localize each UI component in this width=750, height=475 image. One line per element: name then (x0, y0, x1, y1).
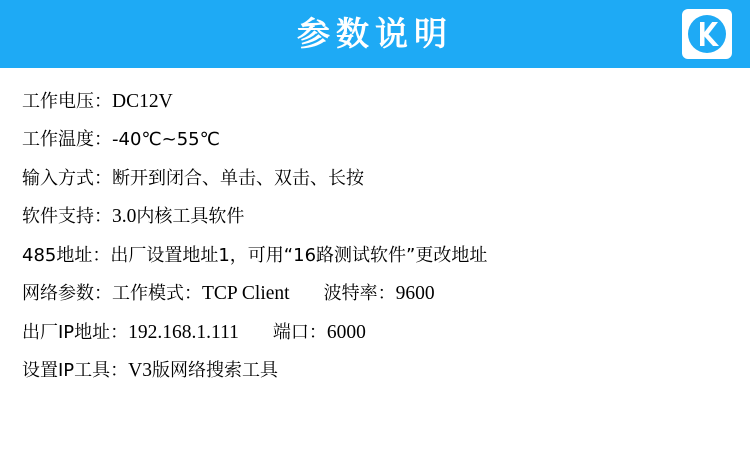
spec-value: 出厂设置地址1，可用“16路测试软件”更改地址 (110, 244, 488, 266)
spec-row (22, 198, 728, 237)
spec-row (22, 313, 728, 352)
spec-label: 输入方式： (22, 167, 112, 189)
page-title: 参数说明 (297, 14, 453, 53)
spec-row (22, 82, 728, 121)
spec-row (22, 159, 728, 198)
spec-label: 设置IP工具： (22, 360, 129, 381)
page-header (0, 0, 750, 68)
spec-value: 192.168.1.111 (128, 321, 239, 343)
spec-row (22, 236, 728, 275)
spec-row (22, 121, 728, 160)
spec-label: 软件支持： (22, 206, 112, 227)
spec-value: 断开到闭合、单击、双击、长按 (112, 167, 364, 189)
spec-value-suffix: 版网络搜索工具 (152, 360, 279, 381)
spec-row (22, 275, 728, 314)
spec-value-2: 9600 (395, 283, 435, 304)
spec-label: 485地址： (22, 244, 111, 266)
spec-value-suffix: 内核工具软件 (136, 206, 245, 227)
spec-value: TCP Client (202, 283, 290, 304)
spec-value-2: 6000 (326, 321, 366, 343)
spec-list (0, 68, 750, 390)
spec-row (22, 352, 728, 391)
spec-label: 网络参数： (22, 283, 112, 304)
spec-sublabel-2: 端口： (272, 321, 327, 343)
k-logo (682, 9, 732, 59)
spec-sublabel-2: 波特率： (323, 283, 396, 304)
spec-label: 工作电压： (22, 90, 112, 112)
spec-value: V3 (128, 360, 153, 381)
spec-value: DC12V (112, 90, 173, 112)
spec-label: 工作温度： (22, 129, 112, 150)
spec-value: -40℃~55℃ (112, 129, 220, 150)
spec-value: 3.0 (112, 206, 137, 227)
k-logo-icon (684, 11, 730, 57)
spec-label: 出厂IP地址： (22, 321, 129, 343)
spec-sublabel: 工作模式： (112, 283, 202, 304)
